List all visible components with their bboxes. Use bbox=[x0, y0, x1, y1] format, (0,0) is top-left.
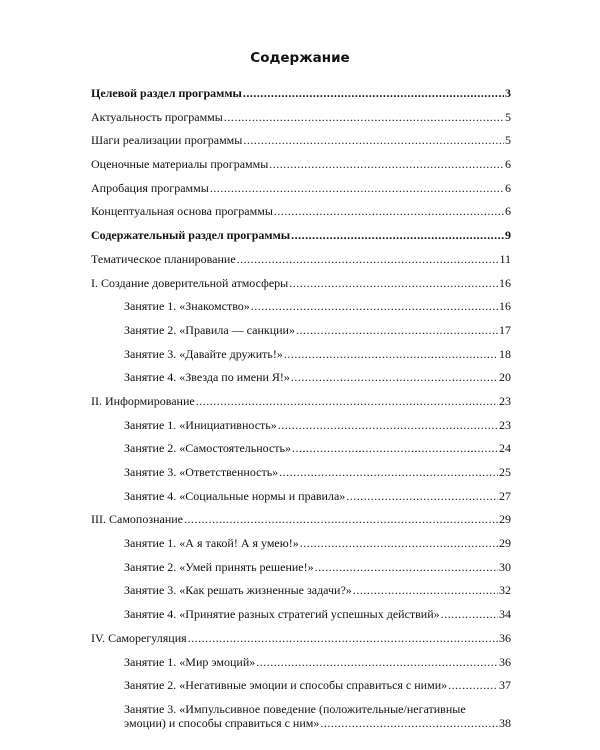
toc-entry-label: Занятие 1. «А я такой! А я умею!» bbox=[124, 536, 299, 551]
toc-entry-label: Занятие 4. «Принятие разных стратегий успешных действий» bbox=[124, 607, 440, 622]
toc-entry[interactable] bbox=[91, 678, 511, 692]
toc-entry-page-number: 5 bbox=[505, 133, 511, 148]
toc-entry-page-number: 29 bbox=[499, 512, 511, 527]
toc-entry[interactable] bbox=[91, 418, 511, 432]
toc-entry-label: Занятие 3. «Импульсивное поведение (положительные/негативные bbox=[124, 701, 466, 716]
toc-entry[interactable] bbox=[91, 631, 511, 645]
toc-entry-label: II. Информирование bbox=[91, 393, 195, 408]
toc-entry-page-number: 36 bbox=[499, 654, 511, 669]
toc-entry[interactable] bbox=[91, 86, 511, 100]
dot-leader bbox=[284, 347, 498, 361]
toc-entry-page-number: 37 bbox=[499, 678, 511, 693]
toc-entry[interactable] bbox=[91, 394, 511, 408]
toc-entry-page-number: 17 bbox=[499, 322, 511, 337]
toc-entry[interactable] bbox=[91, 347, 511, 361]
toc-entry-page-number: 36 bbox=[499, 630, 511, 645]
toc-entry-label: I. Создание доверительной атмосферы bbox=[91, 275, 289, 290]
toc-entry-page-number: 16 bbox=[499, 299, 511, 314]
dot-leader bbox=[289, 276, 498, 290]
toc-entry[interactable] bbox=[91, 133, 511, 147]
toc-entry-label: Актуальность программы bbox=[91, 109, 223, 124]
toc-entry-label: IV. Саморегуляция bbox=[91, 630, 187, 645]
dot-leader bbox=[274, 204, 504, 218]
toc-entry-page-number: 24 bbox=[499, 441, 511, 456]
dot-leader bbox=[448, 678, 498, 692]
toc-entry-page-number: 25 bbox=[499, 465, 511, 479]
toc-entry-label: Занятие 3. «Как решать жизненные задачи?» bbox=[124, 583, 352, 598]
dot-leader bbox=[196, 394, 498, 408]
toc-entry-label: Занятие 1. «Инициативность» bbox=[124, 417, 277, 432]
toc-entry-label: Тематическое планирование bbox=[91, 251, 236, 266]
toc-entry-page-number: 5 bbox=[505, 109, 511, 124]
dot-leader bbox=[269, 157, 504, 171]
toc-entry-page-number: 30 bbox=[499, 559, 511, 574]
dot-leader bbox=[300, 536, 498, 550]
toc-entry-page-number: 34 bbox=[499, 607, 511, 622]
toc-entry[interactable] bbox=[91, 323, 511, 337]
dot-leader bbox=[315, 560, 498, 574]
dot-leader bbox=[292, 441, 498, 455]
toc-entry-label: Занятие 1. «Знакомство» bbox=[124, 299, 250, 314]
dot-leader bbox=[353, 583, 498, 597]
toc-entry-page-number: 6 bbox=[505, 180, 511, 195]
toc-entry[interactable] bbox=[91, 370, 511, 384]
toc-entry[interactable] bbox=[91, 655, 511, 669]
toc-entry-page-number: 9 bbox=[505, 228, 511, 243]
dot-leader bbox=[237, 252, 499, 266]
toc-entry[interactable] bbox=[91, 465, 511, 479]
toc-entry-page-number: 6 bbox=[505, 204, 511, 219]
toc-entry-page-number: 32 bbox=[499, 583, 511, 598]
toc-entry-label: Занятие 4. «Звезда по имени Я!» bbox=[124, 370, 290, 385]
dot-leader bbox=[296, 323, 498, 337]
toc-entry-page-number: 3 bbox=[505, 86, 511, 100]
toc-entry-page-number: 20 bbox=[499, 370, 511, 385]
table-of-contents bbox=[91, 86, 511, 740]
dot-leader bbox=[279, 465, 498, 479]
toc-entry-label: Апробация программы bbox=[91, 180, 209, 195]
toc-entry-label: Занятие 3. «Ответственность» bbox=[124, 465, 279, 479]
toc-entry-label: III. Самопознание bbox=[91, 512, 183, 527]
toc-entry-page-number: 11 bbox=[499, 251, 511, 266]
toc-entry-page-number: 23 bbox=[499, 393, 511, 408]
toc-entry-label: Занятие 3. «Давайте дружить!» bbox=[124, 346, 283, 361]
toc-entry[interactable] bbox=[91, 702, 511, 730]
toc-entry[interactable] bbox=[91, 607, 511, 621]
dot-leader bbox=[243, 86, 504, 100]
toc-entry-page-number: 18 bbox=[499, 346, 511, 361]
dot-leader bbox=[210, 181, 504, 195]
toc-entry[interactable] bbox=[91, 204, 511, 218]
dot-leader bbox=[320, 716, 498, 730]
toc-entry-label: Занятие 2. «Умей принять решение!» bbox=[124, 559, 314, 574]
toc-entry-label: Занятие 2. «Самостоятельность» bbox=[124, 441, 291, 456]
dot-leader bbox=[278, 418, 498, 432]
toc-entry[interactable] bbox=[91, 276, 511, 290]
toc-entry-label: Занятие 4. «Социальные нормы и правила» bbox=[124, 488, 346, 503]
dot-leader bbox=[188, 631, 498, 645]
dot-leader bbox=[184, 512, 498, 526]
toc-entry-label: Занятие 2. «Правила — санкции» bbox=[124, 322, 295, 337]
toc-entry[interactable] bbox=[91, 536, 511, 550]
toc-entry-page-number: 23 bbox=[499, 417, 511, 432]
toc-entry-page-number: 38 bbox=[499, 715, 511, 730]
dot-leader bbox=[251, 299, 498, 313]
toc-entry-label: Концептуальная основа программы bbox=[91, 204, 273, 219]
toc-entry-label: Занятие 2. «Негативные эмоции и способы справиться с ними» bbox=[124, 678, 448, 693]
toc-entry-page-number: 16 bbox=[499, 275, 511, 290]
dot-leader bbox=[346, 489, 498, 503]
dot-leader bbox=[441, 607, 498, 621]
dot-leader bbox=[243, 133, 504, 147]
toc-entry[interactable] bbox=[91, 489, 511, 503]
toc-entry-label-continued: эмоции) и способы справиться с ним» bbox=[124, 715, 320, 730]
toc-entry-label: Занятие 1. «Мир эмоций» bbox=[124, 654, 256, 669]
toc-entry-label: Шаги реализации программы bbox=[91, 133, 243, 148]
dot-leader bbox=[224, 110, 504, 124]
toc-entry[interactable] bbox=[91, 512, 511, 526]
toc-entry[interactable] bbox=[91, 181, 511, 195]
toc-entry-label: Целевой раздел программы bbox=[91, 86, 242, 100]
dot-leader bbox=[291, 370, 498, 384]
toc-entry[interactable] bbox=[91, 110, 511, 124]
dot-leader bbox=[256, 655, 498, 669]
toc-entry-page-number: 6 bbox=[505, 157, 511, 172]
dot-leader bbox=[291, 228, 504, 242]
toc-entry[interactable] bbox=[91, 299, 511, 313]
toc-entry[interactable] bbox=[91, 441, 511, 455]
toc-entry[interactable] bbox=[91, 228, 511, 242]
toc-entry[interactable] bbox=[91, 560, 511, 574]
toc-entry[interactable] bbox=[91, 583, 511, 597]
toc-entry-label: Содержательный раздел программы bbox=[91, 228, 291, 243]
toc-entry-page-number: 27 bbox=[499, 488, 511, 503]
toc-entry-label: Оценочные материалы программы bbox=[91, 157, 269, 172]
toc-entry[interactable] bbox=[91, 252, 511, 266]
toc-title: Содержание bbox=[250, 50, 350, 66]
toc-entry[interactable] bbox=[91, 157, 511, 171]
toc-entry-page-number: 29 bbox=[499, 536, 511, 551]
